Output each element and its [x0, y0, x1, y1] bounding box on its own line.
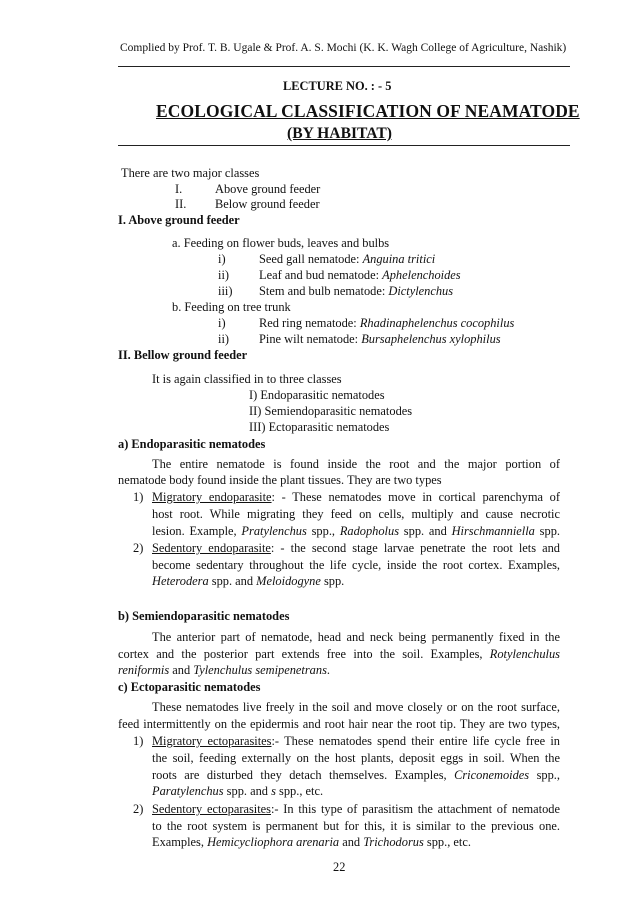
section-heading: II. Bellow ground feeder — [118, 348, 248, 362]
scientific-name: Meloidogyne — [256, 574, 321, 588]
item-num: 2) — [133, 541, 144, 555]
text-span: spp. — [320, 574, 345, 588]
scientific-name: Bursaphelenchus xylophilus — [361, 332, 501, 346]
item-text: Leaf and bud nematode: — [259, 268, 383, 282]
paragraph-line: become sedentary throughout the life cycle, inside the root cortex. Examples, — [152, 558, 560, 572]
scientific-name: Hemicycliophora arenaria — [207, 835, 340, 849]
scientific-name: reniformis — [118, 663, 170, 677]
class-num: II. — [175, 197, 187, 211]
paragraph-line — [118, 663, 330, 678]
item-num: 2) — [133, 802, 144, 816]
scientific-name: Criconemoides — [454, 768, 530, 782]
scientific-name: Tylenchulus semipenetrans — [193, 663, 327, 677]
item-num: ii) — [218, 268, 230, 282]
subsection-heading: c) Ectoparasitic nematodes — [118, 680, 261, 694]
class-label: Above ground feeder — [215, 182, 321, 196]
paragraph-line: The entire nematode is found inside the root and the major portion of — [152, 457, 560, 471]
scientific-name: Heterodera — [152, 574, 209, 588]
page-subtitle: (BY HABITAT) — [287, 125, 392, 142]
item-num: iii) — [218, 284, 233, 298]
text-span: spp. and — [223, 784, 272, 798]
item-num: i) — [218, 252, 226, 266]
term: Migratory ectoparasites — [152, 734, 272, 748]
text-span: spp., — [306, 524, 340, 538]
subsection-heading: b) Semiendoparasitic nematodes — [118, 609, 290, 623]
scientific-name: Aphelenchoides — [382, 268, 461, 282]
page-header: Complied by Prof. T. B. Ugale & Prof. A. S. Mochi (K. K. Wagh College of Agriculture, Nashik) — [120, 42, 567, 54]
text-span: cortex and the posterior part extends free into the soil. Examples, — [118, 647, 490, 661]
text-span: spp. and — [208, 574, 257, 588]
subsection-heading: a) Endoparasitic nematodes — [118, 437, 266, 451]
list-item — [259, 252, 435, 267]
list-item — [259, 316, 514, 331]
scientific-name: Rotylenchulus — [489, 647, 560, 661]
item-text: Seed gall nematode: — [259, 252, 363, 266]
scientific-name: Dictylenchus — [388, 284, 454, 298]
item-num: 1) — [133, 734, 144, 748]
text-span: :- These nematodes spend their entire life cycle free in — [271, 734, 560, 748]
item-num: 1) — [133, 490, 144, 504]
term: Migratory endoparasite — [152, 490, 272, 504]
paragraph-line — [152, 801, 560, 818]
header-rule — [118, 66, 570, 67]
paragraph-line: These nematodes live freely in the soil and move closely or on the root surface, — [152, 700, 560, 714]
paragraph-line — [152, 540, 560, 557]
paragraph-line — [152, 574, 344, 589]
text-span: and — [169, 663, 194, 677]
page-title: ECOLOGICAL CLASSIFICATION OF NEAMATODE — [156, 101, 580, 121]
paragraph-line: host root. While migrating they feed on cells, multiply and cause necrotic — [152, 507, 560, 521]
class-num: I. — [175, 182, 183, 196]
subsection-label: b. Feeding on tree trunk — [172, 300, 291, 314]
text-span: and — [339, 835, 364, 849]
text-span: spp., etc. — [423, 835, 471, 849]
text-span: : - the second stage larvae penetrate the root lets and — [270, 541, 560, 555]
page-number: 22 — [333, 860, 346, 874]
item-text: Red ring nematode: — [259, 316, 360, 330]
text-span: Examples, — [152, 835, 208, 849]
scientific-name: Trichodorus — [363, 835, 424, 849]
scientific-name: Radopholus — [339, 524, 400, 538]
class-label: Below ground feeder — [215, 197, 320, 211]
text-span: spp. — [534, 524, 560, 538]
item-num: i) — [218, 316, 226, 330]
list-item — [259, 284, 453, 299]
paragraph-line: The anterior part of nematode, head and neck being permanently fixed in the — [152, 630, 560, 644]
scientific-name: Paratylenchus — [152, 784, 224, 798]
scientific-name: Rhadinaphelenchus cocophilus — [359, 316, 515, 330]
lecture-number: LECTURE NO. : - 5 — [283, 79, 392, 93]
paragraph-line — [152, 523, 560, 540]
class-item: II) Semiendoparasitic nematodes — [249, 404, 413, 418]
text-span: . — [326, 663, 331, 677]
text-span: : - These nematodes move in cortical parenchyma of — [271, 490, 560, 504]
section-heading: I. Above ground feeder — [118, 213, 240, 227]
paragraph-line — [152, 489, 560, 506]
paragraph-line: feed intermittently on the epidermis and root hair near the root tip. They are two types, — [118, 717, 560, 731]
text-span: spp., — [529, 768, 561, 782]
class-item: III) Ectoparasitic nematodes — [249, 420, 390, 434]
text-span: spp. and — [399, 524, 452, 538]
paragraph-line: to the root system is permanent but for this, it is similar to the previous one. — [152, 819, 560, 833]
text-span: lesion. Example, — [152, 524, 242, 538]
item-text: Stem and bulb nematode: — [259, 284, 389, 298]
paragraph-line — [152, 784, 323, 799]
paragraph-line — [118, 646, 560, 663]
scientific-name: s — [271, 784, 276, 798]
list-item — [259, 268, 461, 283]
term: Sedentory endoparasite — [152, 541, 271, 555]
paragraph-line — [152, 733, 560, 750]
class-item: I) Endoparasitic nematodes — [249, 388, 385, 402]
paragraph-line: nematode body found inside the plant tissues. They are two types — [118, 473, 442, 487]
item-text: Pine wilt nematode: — [259, 332, 362, 346]
list-item — [259, 332, 501, 347]
term: Sedentory ectoparasites — [152, 802, 271, 816]
scientific-name: Pratylenchus — [241, 524, 307, 538]
paragraph-line — [152, 767, 560, 784]
paragraph-line: the soil, feeding externally on the host plants, deposit eggs in soil. When the — [152, 751, 560, 765]
item-num: ii) — [218, 332, 230, 346]
text-span: :- In this type of parasitism the attachment of nematode — [270, 802, 560, 816]
section-intro: It is again classified in to three classes — [152, 372, 342, 386]
paragraph-line — [152, 835, 471, 850]
scientific-name: Anguina tritici — [362, 252, 436, 266]
title-rule — [118, 145, 570, 146]
text-span: spp., etc. — [275, 784, 324, 798]
scientific-name: Hirschmanniella — [451, 524, 535, 538]
subsection-label: a. Feeding on flower buds, leaves and bulbs — [172, 236, 390, 250]
intro-text: There are two major classes — [121, 166, 260, 180]
text-span: roots are disturbed they detach themselves. Examples, — [152, 768, 455, 782]
